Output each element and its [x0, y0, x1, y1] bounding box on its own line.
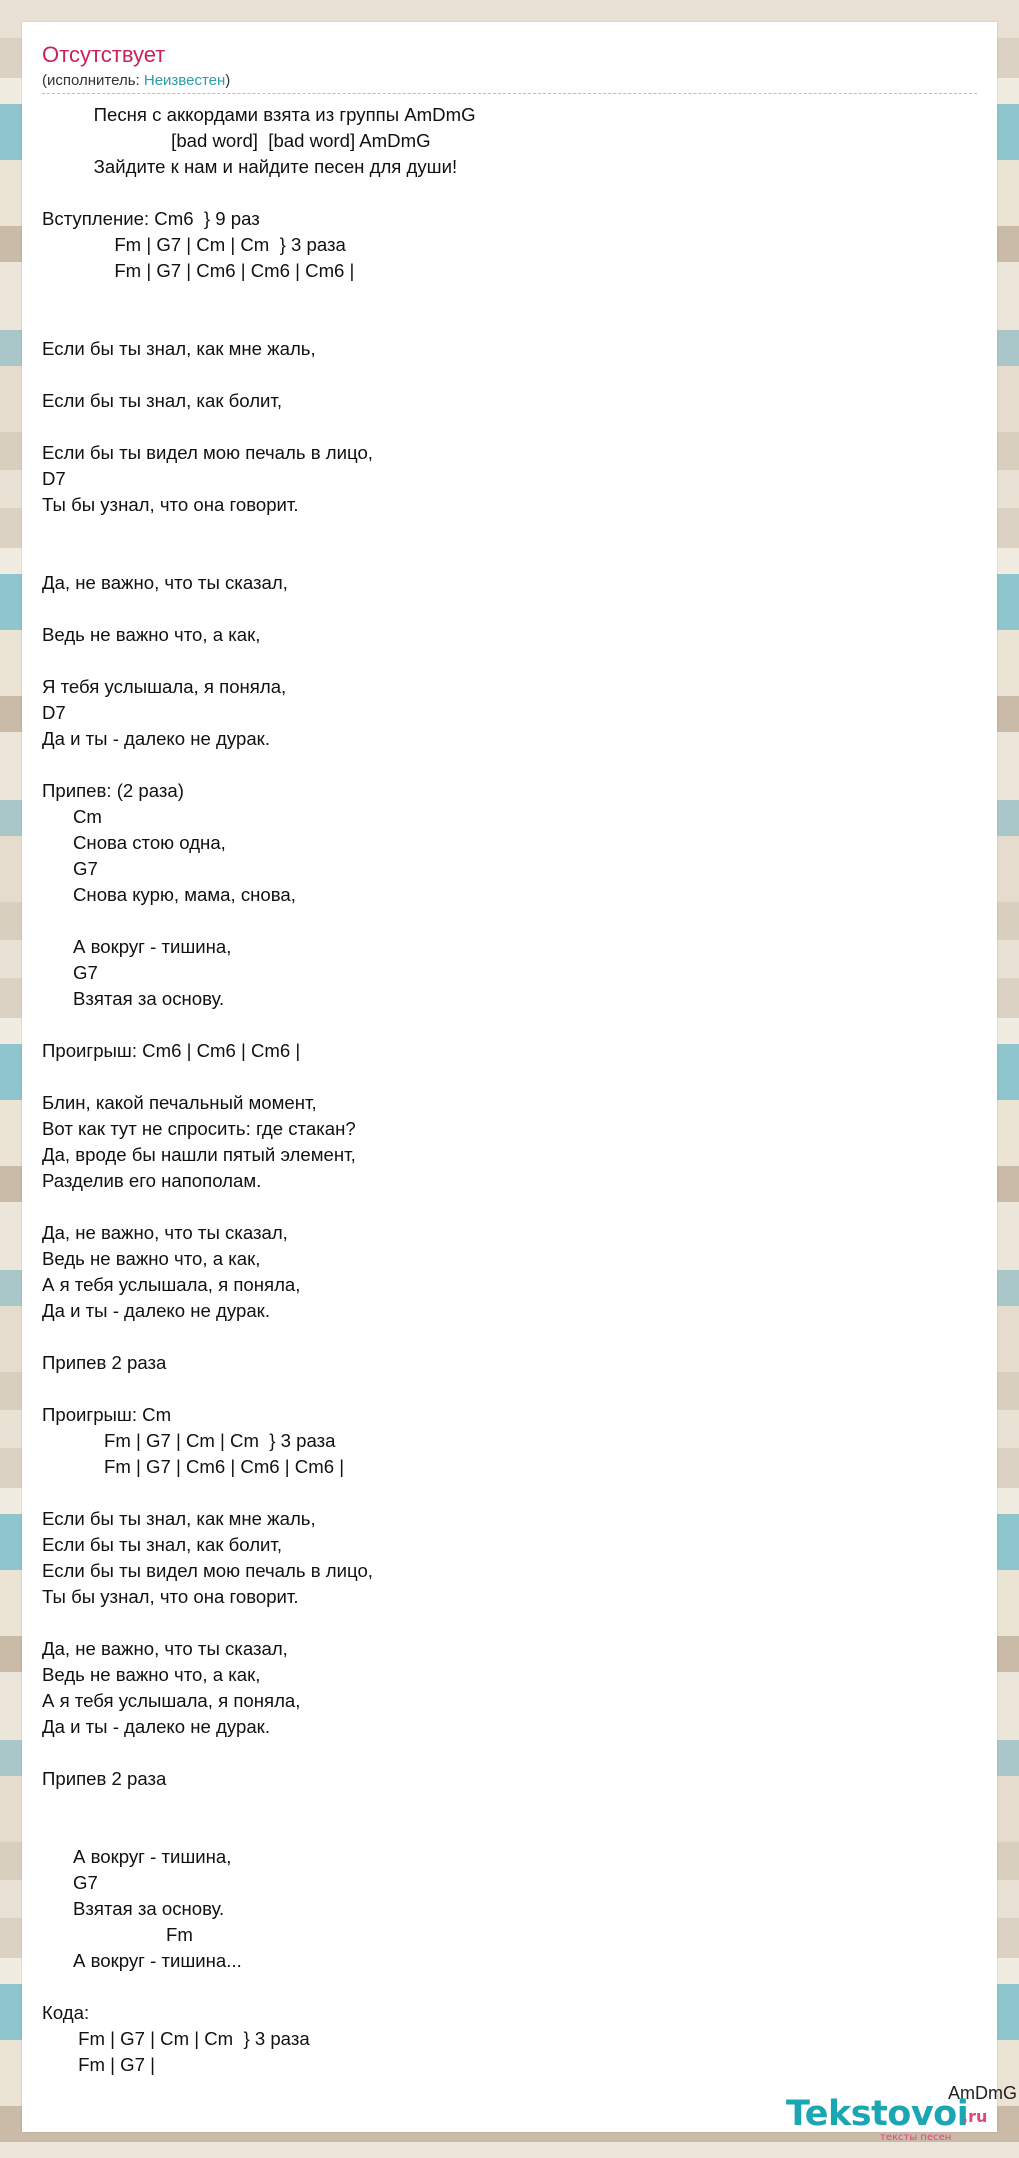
lyric-line: Припев 2 раза — [42, 1768, 167, 1789]
lyric-line: Да, не важно, что ты сказал, — [42, 1638, 288, 1659]
artist-link[interactable]: Неизвестен — [143, 72, 226, 89]
lyric-line: G7 — [42, 1872, 98, 1893]
lyric-line: Если бы ты знал, как мне жаль, — [42, 338, 316, 359]
artist-prefix: (исполнитель: — [42, 72, 144, 89]
lyric-line: А вокруг - тишина... — [42, 1950, 242, 1971]
lyric-line: Fm — [42, 1924, 193, 1945]
artist-line — [42, 72, 230, 90]
watermark-text: AmDmG — [948, 2083, 1017, 2103]
lyric-line: Ведь не важно что, а как, — [42, 1248, 261, 1269]
site-logo[interactable] — [786, 2094, 996, 2144]
title-divider — [42, 93, 977, 94]
lyric-line: Кода: — [42, 2002, 90, 2023]
lyric-line: D7 — [42, 468, 66, 489]
lyric-line: Снова курю, мама, снова, — [42, 884, 296, 905]
lyric-line: Ты бы узнал, что она говорит. — [42, 1586, 299, 1607]
lyric-line: Припев: (2 раза) — [42, 780, 184, 801]
lyric-line: Fm | G7 | Cm | Cm } 3 раза — [42, 1430, 336, 1451]
lyric-line: Cm — [42, 806, 102, 827]
lyric-line: Проигрыш: Cm — [42, 1404, 172, 1425]
artist-suffix: ) — [225, 72, 231, 89]
song-card — [22, 22, 997, 2132]
lyric-line: Да и ты - далеко не дурак. — [42, 1300, 270, 1321]
lyric-line: Проигрыш: Cm6 | Cm6 | Cm6 | — [42, 1040, 301, 1061]
lyric-line: Fm | G7 | Cm6 | Cm6 | Cm6 | — [42, 1456, 345, 1477]
lyric-line: Снова стою одна, — [42, 832, 226, 853]
lyric-line: Если бы ты знал, как болит, — [42, 1534, 283, 1555]
lyric-line: Да, не важно, что ты сказал, — [42, 572, 288, 593]
lyric-line: Fm | G7 | Cm | Cm } 3 раза — [42, 2028, 310, 2049]
lyric-line: Если бы ты знал, как мне жаль, — [42, 1508, 316, 1529]
logo-tagline: тексты песен — [880, 2132, 952, 2143]
lyric-line: Если бы ты видел мою печаль в лицо, — [42, 1560, 373, 1581]
lyric-line: Да и ты - далеко не дурак. — [42, 1716, 270, 1737]
lyric-line: Вступление: Cm6 } 9 раз — [42, 208, 260, 229]
lyric-line: Ты бы узнал, что она говорит. — [42, 494, 299, 515]
lyric-line: Блин, какой печальный момент, — [42, 1092, 317, 1113]
lyric-line: Взятая за основу. — [42, 988, 225, 1009]
lyric-line: Я тебя услышала, я поняла, — [42, 676, 287, 697]
lyric-line: Fm | G7 | Cm | Cm } 3 раза — [42, 234, 346, 255]
lyric-line: Зайдите к нам и найдите песен для души! — [42, 156, 458, 177]
lyric-line: Ведь не важно что, а как, — [42, 1664, 261, 1685]
lyric-line: Вот как тут не спросить: где стакан? — [42, 1118, 356, 1139]
lyric-line: D7 — [42, 702, 66, 723]
lyric-line: Если бы ты видел мою печаль в лицо, — [42, 442, 373, 463]
lyric-line: G7 — [42, 962, 98, 983]
lyric-line: А вокруг - тишина, — [42, 1846, 232, 1867]
logo-tld: .ru — [962, 2107, 988, 2126]
lyric-line: Fm | G7 | — [42, 2054, 155, 2075]
lyric-line: Припев 2 раза — [42, 1352, 167, 1373]
lyric-line: Взятая за основу. — [42, 1898, 225, 1919]
lyric-line: Да и ты - далеко не дурак. — [42, 728, 270, 749]
lyrics-text — [42, 102, 476, 2078]
lyric-line: Ведь не важно что, а как, — [42, 624, 261, 645]
song-title: Отсутствует — [42, 42, 166, 67]
lyric-line: G7 — [42, 858, 98, 879]
lyric-line: А вокруг - тишина, — [42, 936, 232, 957]
logo-brand: Tekstovoi — [786, 2094, 969, 2134]
lyric-line: А я тебя услышала, я поняла, — [42, 1690, 301, 1711]
lyric-line: Разделив его напополам. — [42, 1170, 262, 1191]
lyric-line: Если бы ты знал, как болит, — [42, 390, 283, 411]
lyric-line: Песня с аккордами взята из группы AmDmG — [42, 104, 476, 125]
lyric-line: [bad word] [bad word] AmDmG — [42, 130, 431, 151]
lyric-line: Fm | G7 | Cm6 | Cm6 | Cm6 | — [42, 260, 355, 281]
lyric-line: Да, не важно, что ты сказал, — [42, 1222, 288, 1243]
lyric-line: Да, вроде бы нашли пятый элемент, — [42, 1144, 356, 1165]
lyric-line: А я тебя услышала, я поняла, — [42, 1274, 301, 1295]
